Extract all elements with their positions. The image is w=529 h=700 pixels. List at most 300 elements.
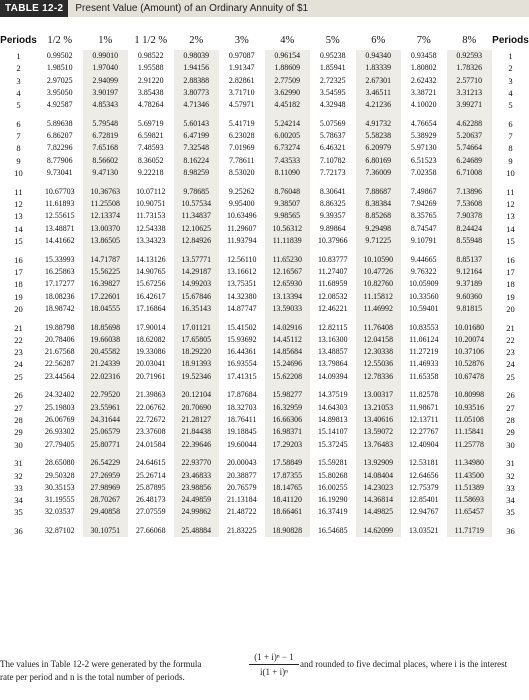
- period-number-cell: 31: [506, 458, 515, 469]
- period-number-cell: 9: [16, 155, 21, 166]
- annuity-factor-cell: 5.38929: [410, 131, 437, 141]
- annuity-factor-cell: 12.75379: [408, 482, 439, 492]
- rate-header: 3%: [234, 34, 249, 46]
- annuity-factor-cell: 10.63496: [226, 211, 257, 221]
- annuity-factor-cell: 20.45582: [83, 346, 129, 358]
- annuity-factor-cell: 5.60143: [174, 111, 220, 130]
- annuity-factor-cell: 9.12164: [447, 266, 493, 278]
- annuity-factor-cell: 17.01121: [174, 315, 220, 334]
- annuity-factor-cell: 1.80802: [410, 63, 437, 73]
- footnote-text-after: and rounded to five decimal places, where i is the interest: [300, 659, 508, 669]
- period-number-cell: 25: [506, 371, 515, 382]
- annuity-factor-cell: 9.95400: [228, 199, 255, 209]
- annuity-factor-cell: 2.82861: [228, 75, 255, 85]
- annuity-factor-cell: 22.72672: [135, 414, 166, 424]
- annuity-factor-cell: 4.92587: [46, 100, 73, 110]
- table-row: [0, 167, 529, 179]
- annuity-factor-cell: 27.66068: [135, 526, 166, 536]
- annuity-factor-cell: 15.80268: [317, 470, 348, 480]
- annuity-factor-cell: 10.07112: [136, 186, 166, 196]
- annuity-factor-cell: 20.03041: [135, 359, 166, 369]
- period-number-cell: 4: [508, 87, 513, 98]
- annuity-factor-cell: 2.91220: [137, 75, 164, 85]
- annuity-factor-cell: 7.10782: [319, 155, 346, 165]
- annuity-factor-cell: 7.90378: [447, 210, 493, 222]
- annuity-factor-cell: 9.60360: [447, 291, 493, 303]
- annuity-factor-cell: 10.52876: [447, 358, 493, 370]
- annuity-factor-cell: 8.11090: [265, 167, 311, 179]
- period-number-cell: 34: [506, 495, 515, 506]
- annuity-factor-cell: 16.54685: [317, 526, 348, 536]
- annuity-factor-cell: 8.85137: [447, 247, 493, 266]
- table-row: [0, 278, 529, 290]
- annuity-factor-cell: 17.87355: [265, 470, 311, 482]
- table-row: [0, 451, 529, 470]
- annuity-factor-cell: 12.94767: [408, 507, 439, 517]
- annuity-factor-cell: 13.16612: [226, 266, 257, 276]
- annuity-factor-cell: 11.71719: [447, 519, 493, 538]
- annuity-factor-cell: 4.91732: [356, 111, 402, 130]
- annuity-factor-cell: 17.58849: [265, 451, 311, 470]
- annuity-factor-cell: 18.04555: [83, 303, 129, 315]
- period-number-cell: 2: [508, 63, 513, 74]
- annuity-factor-cell: 10.90751: [135, 199, 166, 209]
- annuity-factor-cell: 11.61893: [45, 199, 75, 209]
- annuity-factor-cell: 14.29187: [174, 266, 220, 278]
- annuity-factor-cell: 13.79864: [317, 359, 348, 369]
- table-row: [0, 470, 529, 482]
- period-number-cell: 13: [14, 211, 23, 222]
- period-number-cell: 36: [14, 526, 23, 537]
- annuity-factor-cell: 25.87895: [135, 482, 166, 492]
- annuity-factor-cell: 11.05108: [447, 414, 493, 426]
- annuity-factor-cell: 14.32380: [226, 291, 257, 301]
- annuity-factor-cell: 6.72819: [83, 130, 129, 142]
- annuity-factor-cell: 3.46511: [356, 87, 402, 99]
- annuity-factor-cell: 13.57771: [174, 247, 220, 266]
- annuity-factor-cell: 1.88609: [265, 62, 311, 74]
- annuity-factor-cell: 25.19803: [44, 402, 75, 412]
- annuity-factor-cell: 7.65168: [83, 142, 129, 154]
- annuity-factor-cell: 20.78406: [44, 334, 75, 344]
- annuity-factor-cell: 12.10625: [174, 223, 220, 235]
- annuity-factor-cell: 20.70690: [174, 402, 220, 414]
- annuity-factor-cell: 4.76654: [410, 118, 437, 128]
- annuity-factor-cell: 10.56312: [265, 223, 311, 235]
- period-number-cell: 22: [506, 334, 515, 345]
- period-number-cell: 16: [506, 254, 515, 265]
- annuity-factor-cell: 29.40858: [83, 506, 129, 518]
- period-number-cell: 28: [14, 414, 23, 425]
- annuity-factor-cell: 12.55036: [356, 358, 402, 370]
- periods-header-right: Periods: [492, 34, 529, 46]
- annuity-factor-cell: 12.78336: [356, 371, 402, 383]
- annuity-factor-cell: 6.46321: [319, 143, 346, 153]
- period-number-cell: 20: [506, 303, 515, 314]
- annuity-factor-cell: 11.68959: [318, 279, 348, 289]
- annuity-factor-cell: 21.83225: [226, 526, 257, 536]
- annuity-factor-cell: 21.84438: [174, 426, 220, 438]
- annuity-factor-cell: 1.83339: [356, 62, 402, 74]
- annuity-factor-cell: 24.49859: [174, 494, 220, 506]
- period-number-cell: 14: [14, 223, 23, 234]
- period-number-cell: 24: [506, 359, 515, 370]
- annuity-factor-cell: 12.53181: [408, 458, 439, 468]
- annuity-factor-cell: 26.06769: [44, 414, 75, 424]
- table-row: [0, 62, 529, 74]
- annuity-factor-cell: 22.02316: [83, 371, 129, 383]
- annuity-factor-cell: 12.16567: [265, 266, 311, 278]
- annuity-factor-cell: 7.82296: [46, 143, 73, 153]
- annuity-factor-cell: 1.94156: [174, 62, 220, 74]
- table-row: [0, 111, 529, 130]
- annuity-factor-cell: 27.98969: [83, 482, 129, 494]
- period-number-cell: 25: [14, 371, 23, 382]
- annuity-factor-cell: 14.36814: [356, 494, 402, 506]
- period-number-cell: 21: [506, 322, 515, 333]
- annuity-factor-cell: 9.10791: [410, 235, 437, 245]
- annuity-factor-cell: 7.94269: [410, 199, 437, 209]
- table-row: [0, 482, 529, 494]
- annuity-factor-cell: 17.41315: [226, 371, 257, 381]
- annuity-factor-cell: 7.32548: [174, 142, 220, 154]
- table-row: [0, 334, 529, 346]
- annuity-factor-cell: 21.13184: [226, 495, 257, 505]
- annuity-factor-cell: 15.41502: [226, 322, 257, 332]
- annuity-factor-cell: 10.05909: [408, 279, 439, 289]
- annuity-factor-cell: 2.57710: [447, 75, 493, 87]
- annuity-factor-cell: 18.14765: [265, 482, 311, 494]
- annuity-factor-cell: 6.59821: [137, 131, 164, 141]
- rate-header: 2%: [189, 34, 204, 46]
- annuity-factor-cell: 25.80771: [83, 439, 129, 451]
- annuity-factor-cell: 1.97040: [83, 62, 129, 74]
- annuity-factor-cell: 17.29203: [265, 439, 311, 451]
- header-row: [0, 30, 529, 50]
- annuity-factor-cell: 3.31213: [447, 87, 493, 99]
- annuity-factor-cell: 12.40904: [408, 439, 439, 449]
- annuity-factor-cell: 18.62082: [135, 334, 166, 344]
- annuity-factor-cell: 6.73274: [265, 142, 311, 154]
- annuity-factor-cell: 13.00370: [83, 223, 129, 235]
- annuity-factor-cell: 11.34980: [447, 451, 493, 470]
- table-row: [0, 155, 529, 167]
- annuity-factor-cell: 18.32703: [226, 402, 257, 412]
- annuity-factor-cell: 4.10020: [410, 100, 437, 110]
- annuity-factor-cell: 30.10751: [83, 519, 129, 538]
- annuity-factor-cell: 13.21053: [356, 402, 402, 414]
- annuity-factor-cell: 15.62208: [265, 371, 311, 383]
- annuity-factor-cell: 13.34323: [135, 235, 166, 245]
- annuity-factor-cell: 18.98742: [44, 303, 75, 313]
- annuity-factor-cell: 14.13126: [135, 254, 166, 264]
- period-number-cell: 24: [14, 359, 23, 370]
- rate-header: 8%: [462, 34, 477, 46]
- period-number-cell: 18: [14, 279, 23, 290]
- annuity-factor-cell: 8.24424: [447, 223, 493, 235]
- annuity-factor-cell: 11.11839: [265, 235, 311, 247]
- table-row: [0, 130, 529, 142]
- annuity-factor-cell: 20.71961: [135, 371, 166, 381]
- annuity-factor-cell: 2.94099: [83, 75, 129, 87]
- period-number-cell: 26: [14, 390, 23, 401]
- annuity-factor-cell: 16.35143: [174, 303, 220, 315]
- table-row: [0, 87, 529, 99]
- table-row: [0, 235, 529, 247]
- annuity-factor-cell: 8.36052: [137, 155, 164, 165]
- annuity-factor-cell: 7.02358: [410, 168, 437, 178]
- annuity-factor-cell: 5.41719: [228, 118, 255, 128]
- annuity-factor-cell: 10.93516: [447, 402, 493, 414]
- annuity-factor-cell: 13.48871: [44, 223, 75, 233]
- annuity-factor-cell: 21.24339: [83, 358, 129, 370]
- table-number-label: TABLE 12-2: [0, 0, 68, 17]
- annuity-factor-cell: 12.65930: [265, 278, 311, 290]
- annuity-factor-cell: 15.24696: [265, 358, 311, 370]
- annuity-factor-cell: 19.18845: [226, 427, 257, 437]
- annuity-factor-cell: 16.39827: [83, 278, 129, 290]
- annuity-factor-cell: 3.99271: [447, 99, 493, 111]
- period-number-cell: 31: [14, 458, 23, 469]
- annuity-factor-cell: 2.62432: [410, 75, 437, 85]
- period-number-cell: 15: [14, 235, 23, 246]
- annuity-factor-cell: 18.29220: [174, 346, 220, 358]
- annuity-factor-cell: 5.97130: [410, 143, 437, 153]
- annuity-factor-cell: 7.88687: [356, 179, 402, 198]
- annuity-factor-cell: 4.62288: [447, 111, 493, 130]
- annuity-factor-cell: 14.41662: [44, 235, 75, 245]
- annuity-factor-cell: 10.67478: [447, 371, 493, 383]
- annuity-factor-cell: 8.56602: [83, 155, 129, 167]
- annuity-factor-cell: 6.51523: [410, 155, 437, 165]
- annuity-factor-cell: 10.59401: [408, 303, 439, 313]
- annuity-factor-cell: 13.16300: [317, 334, 348, 344]
- formula-denominator: i(1 + i)ⁿ: [260, 667, 288, 677]
- annuity-factor-cell: 24.01584: [135, 439, 166, 449]
- annuity-factor-cell: 22.39646: [174, 439, 220, 451]
- annuity-factor-cell: 0.98039: [174, 50, 220, 62]
- period-number-cell: 32: [14, 470, 23, 481]
- annuity-factor-cell: 12.56110: [227, 254, 257, 264]
- annuity-factor-cell: 13.76483: [356, 439, 402, 451]
- annuity-factor-cell: 9.22218: [137, 168, 164, 178]
- annuity-factor-cell: 3.38721: [410, 87, 437, 97]
- period-number-cell: 18: [506, 279, 515, 290]
- annuity-factor-cell: 4.21236: [356, 99, 402, 111]
- annuity-factor-cell: 14.02916: [265, 315, 311, 334]
- annuity-factor-cell: 15.37245: [317, 439, 348, 449]
- annuity-factor-cell: 14.90765: [135, 266, 166, 276]
- annuity-factor-cell: 14.99203: [174, 278, 220, 290]
- present-value-annuity-table: [0, 30, 529, 537]
- period-number-cell: 12: [506, 199, 515, 210]
- annuity-factor-cell: 24.64615: [135, 458, 166, 468]
- annuity-factor-cell: 15.67846: [174, 291, 220, 303]
- annuity-factor-cell: 12.13711: [409, 414, 439, 424]
- annuity-factor-cell: 18.76411: [227, 414, 257, 424]
- annuity-factor-cell: 11.15841: [447, 426, 493, 438]
- annuity-factor-cell: 11.25778: [447, 439, 493, 451]
- annuity-formula: [249, 651, 299, 678]
- annuity-factor-cell: 4.32948: [319, 100, 346, 110]
- annuity-factor-cell: 8.16224: [174, 155, 220, 167]
- annuity-factor-cell: 3.71710: [228, 87, 255, 97]
- annuity-factor-cell: 11.27407: [318, 266, 348, 276]
- period-number-cell: 19: [14, 291, 23, 302]
- table-row: [0, 506, 529, 518]
- annuity-factor-cell: 0.97087: [228, 51, 255, 60]
- annuity-factor-cell: 2.77509: [265, 75, 311, 87]
- period-number-cell: 20: [14, 303, 23, 314]
- annuity-factor-cell: 26.48173: [135, 495, 166, 505]
- footnote-line-2: rate per period and n is the total number of periods.: [0, 672, 185, 682]
- annuity-factor-cell: 9.73041: [46, 168, 73, 178]
- annuity-factor-cell: 22.93770: [174, 451, 220, 470]
- annuity-factor-cell: 12.54338: [135, 223, 166, 233]
- annuity-factor-cell: 8.38384: [356, 198, 402, 210]
- annuity-factor-cell: 6.86207: [46, 131, 73, 141]
- annuity-factor-cell: 12.84926: [174, 235, 220, 247]
- annuity-factor-cell: 6.71008: [447, 167, 493, 179]
- annuity-factor-cell: 6.24689: [447, 155, 493, 167]
- annuity-factor-cell: 6.23028: [228, 131, 255, 141]
- annuity-factor-cell: 5.69719: [137, 118, 164, 128]
- annuity-factor-cell: 3.90197: [83, 87, 129, 99]
- annuity-factor-cell: 8.77906: [46, 155, 73, 165]
- annuity-factor-cell: 10.01680: [447, 315, 493, 334]
- period-number-cell: 11: [14, 186, 23, 197]
- annuity-factor-cell: 23.44564: [44, 371, 75, 381]
- annuity-factor-cell: 13.86505: [83, 235, 129, 247]
- annuity-factor-cell: 11.34837: [174, 210, 220, 222]
- annuity-factor-cell: 5.07569: [319, 118, 346, 128]
- annuity-factor-cell: 3.85438: [137, 87, 164, 97]
- annuity-factor-cell: 18.08236: [44, 291, 75, 301]
- period-number-cell: 27: [14, 402, 23, 413]
- table-row: [0, 291, 529, 303]
- annuity-factor-cell: 4.85343: [83, 99, 129, 111]
- annuity-factor-cell: 14.09394: [317, 371, 348, 381]
- annuity-factor-cell: 12.13374: [83, 210, 129, 222]
- annuity-factor-cell: 8.85268: [356, 210, 402, 222]
- table-row: [0, 358, 529, 370]
- annuity-factor-cell: 0.98522: [137, 51, 164, 60]
- annuity-factor-cell: 16.98371: [265, 426, 311, 438]
- annuity-factor-cell: 16.25863: [44, 266, 75, 276]
- annuity-factor-cell: 21.67568: [44, 347, 75, 357]
- annuity-factor-cell: 18.41120: [265, 494, 311, 506]
- annuity-factor-cell: 19.60044: [226, 439, 257, 449]
- annuity-factor-cell: 13.92909: [356, 451, 402, 470]
- annuity-factor-cell: 4.78264: [137, 100, 164, 110]
- annuity-factor-cell: 14.62099: [356, 519, 402, 538]
- annuity-factor-cell: 12.55615: [44, 211, 75, 221]
- rate-header: 1%: [98, 34, 113, 46]
- annuity-factor-cell: 16.37419: [317, 507, 348, 517]
- annuity-factor-cell: 0.95238: [319, 51, 346, 60]
- table-row: [0, 383, 529, 402]
- annuity-factor-cell: 5.20637: [447, 130, 493, 142]
- rate-header: 7%: [416, 34, 431, 46]
- rate-header: 4%: [280, 34, 295, 46]
- annuity-factor-cell: 23.46833: [174, 470, 220, 482]
- annuity-factor-cell: 10.37966: [317, 235, 348, 245]
- annuity-factor-cell: 24.31644: [83, 414, 129, 426]
- period-number-cell: 6: [508, 118, 513, 129]
- annuity-factor-cell: 14.45112: [265, 334, 311, 346]
- annuity-factor-cell: 14.71787: [83, 247, 129, 266]
- annuity-factor-cell: 8.35765: [410, 211, 437, 221]
- period-number-cell: 2: [16, 63, 21, 74]
- annuity-factor-cell: 7.72173: [319, 168, 346, 178]
- annuity-factor-cell: 7.01969: [228, 143, 255, 153]
- table-row: [0, 346, 529, 358]
- annuity-factor-cell: 19.66038: [83, 334, 129, 346]
- table-row: [0, 303, 529, 315]
- table-row: [0, 179, 529, 198]
- annuity-factor-cell: 5.79548: [83, 111, 129, 130]
- annuity-factor-cell: 7.78611: [229, 155, 255, 165]
- annuity-factor-cell: 11.93794: [227, 235, 257, 245]
- period-number-cell: 7: [508, 131, 513, 142]
- period-number-cell: 16: [14, 254, 23, 265]
- period-number-cell: 9: [508, 155, 513, 166]
- annuity-factor-cell: 5.78637: [319, 131, 346, 141]
- table-row: [0, 99, 529, 111]
- annuity-factor-cell: 10.82760: [356, 278, 402, 290]
- annuity-factor-cell: 11.98671: [409, 402, 439, 412]
- annuity-factor-cell: 4.71346: [174, 99, 220, 111]
- annuity-factor-cell: 2.88388: [174, 75, 220, 87]
- annuity-factor-cell: 8.74547: [410, 223, 437, 233]
- annuity-factor-cell: 11.76408: [356, 315, 402, 334]
- period-number-cell: 27: [506, 402, 515, 413]
- annuity-factor-cell: 12.82115: [318, 322, 348, 332]
- annuity-factor-cell: 1.85941: [319, 63, 346, 73]
- period-number-cell: 1: [508, 51, 513, 61]
- annuity-factor-cell: 14.64303: [317, 402, 348, 412]
- annuity-factor-cell: 11.51389: [447, 482, 493, 494]
- period-number-cell: 5: [508, 100, 513, 111]
- annuity-factor-cell: 26.54229: [83, 451, 129, 470]
- annuity-factor-cell: 12.08532: [317, 291, 348, 301]
- annuity-factor-cell: 22.56287: [44, 359, 75, 369]
- annuity-factor-cell: 11.65230: [265, 247, 311, 266]
- annuity-factor-cell: 0.92593: [447, 50, 493, 62]
- table-row: [0, 494, 529, 506]
- annuity-factor-cell: 18.90828: [265, 519, 311, 538]
- period-number-cell: 6: [16, 118, 21, 129]
- annuity-factor-cell: 9.44665: [410, 254, 437, 264]
- annuity-factor-cell: 29.50328: [44, 470, 75, 480]
- annuity-factor-cell: 10.47726: [356, 266, 402, 278]
- rate-header: 6%: [371, 34, 386, 46]
- annuity-factor-cell: 10.10590: [356, 247, 402, 266]
- annuity-factor-cell: 1.91347: [228, 63, 255, 73]
- annuity-factor-cell: 7.49867: [410, 186, 437, 196]
- annuity-factor-cell: 10.33560: [408, 291, 439, 301]
- periods-header-left: Periods: [0, 34, 37, 46]
- annuity-factor-cell: 4.57971: [228, 100, 255, 110]
- annuity-factor-cell: 17.65805: [174, 334, 220, 346]
- annuity-factor-cell: 18.91393: [174, 358, 220, 370]
- annuity-factor-cell: 26.93302: [44, 427, 75, 437]
- annuity-factor-cell: 11.73153: [136, 211, 166, 221]
- annuity-factor-cell: 12.04158: [356, 334, 402, 346]
- table-body: [0, 50, 529, 537]
- rate-header: 1/2 %: [47, 34, 73, 46]
- annuity-factor-cell: 11.27219: [409, 347, 439, 357]
